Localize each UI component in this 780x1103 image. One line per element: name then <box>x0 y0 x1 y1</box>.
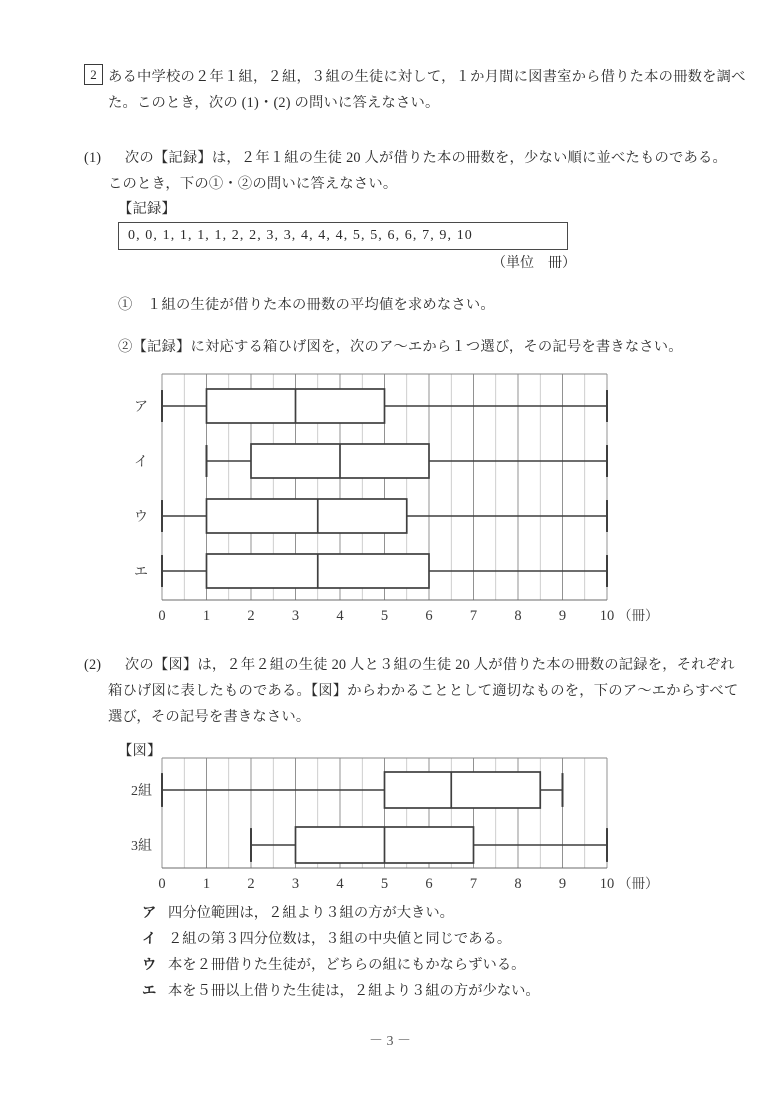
x-tick-label: 5 <box>380 876 389 892</box>
record-values-box: 0, 0, 1, 1, 1, 1, 2, 2, 3, 3, 4, 4, 4, 5, 5, 6, 6, 7, 9, 10 <box>118 222 568 250</box>
x-tick-label: 2 <box>247 876 255 892</box>
boxplot-row-label: 3組 <box>131 839 152 854</box>
boxplot-row-label: 2組 <box>131 784 152 799</box>
choice-e-text: 本を５冊以上借りた生徒は，２組より３組の方が少ない。 <box>168 983 540 999</box>
question-number-box: 2 <box>84 64 103 85</box>
x-axis-unit-label: （冊） <box>618 876 659 891</box>
choice-u[interactable] <box>142 954 525 974</box>
x-tick-label: 10 <box>599 876 615 892</box>
choice-i-mark: イ <box>142 931 157 947</box>
x-tick-label: 6 <box>425 608 433 624</box>
choice-a-mark: ア <box>142 905 157 921</box>
box-rect <box>207 499 407 533</box>
boxplot-choices-chart <box>120 368 660 626</box>
x-tick-label: 0 <box>158 876 166 892</box>
part2-marker-text: (2) <box>84 657 102 673</box>
choice-e-mark: エ <box>142 983 157 999</box>
boxplot-row-label: ア <box>134 400 148 415</box>
question-intro-line2: た。このとき，次の (1)・(2) の問いに答えなさい。 <box>108 95 440 111</box>
x-tick-label: 4 <box>336 876 344 892</box>
x-tick-label: 8 <box>514 608 522 624</box>
boxplot-figure-chart <box>120 752 660 894</box>
x-tick-label: 7 <box>469 608 478 624</box>
part2-line3: 選び，その記号を書きなさい。 <box>108 709 311 725</box>
x-tick-label: 7 <box>469 876 478 892</box>
x-tick-label: 4 <box>336 608 344 624</box>
part1-sub1: ① １組の生徒が借りた本の冊数の平均値を求めなさい。 <box>118 297 495 313</box>
x-tick-label: 6 <box>425 876 433 892</box>
choice-e[interactable] <box>142 980 540 1000</box>
choice-i-text: ２組の第３四分位数は，３組の中央値と同じである。 <box>168 931 512 947</box>
boxplot-choices-svg <box>120 368 660 626</box>
x-tick-label: 0 <box>158 608 166 624</box>
x-tick-label: 1 <box>202 876 211 892</box>
question-intro-line1: ある中学校の２年１組，２組，３組の生徒に対して，１か月間に図書室から借りた本の冊数を調べ <box>108 69 746 85</box>
choice-a[interactable] <box>142 902 454 922</box>
part2-marker <box>84 652 735 678</box>
part1-sub2: ②【記録】に対応する箱ひげ図を，次のア〜エから１つ選び，その記号を書きなさい。 <box>118 339 683 355</box>
boxplot-series-2 <box>207 444 608 478</box>
x-tick-label: 9 <box>558 876 567 892</box>
box-rect <box>385 772 541 808</box>
part2-line1: 次の【図】は，２年２組の生徒 20 人と３組の生徒 20 人が借りた本の冊数の記録を，それぞれ <box>124 657 735 673</box>
boxplot-row-label: ウ <box>134 510 148 525</box>
boxplot-row-label: イ <box>134 455 148 470</box>
x-tick-label: 9 <box>558 608 567 624</box>
choice-a-text: 四分位範囲は，２組より３組の方が大きい。 <box>168 905 454 921</box>
choice-u-text: 本を２冊借りた生徒が，どちらの組にもかならずいる。 <box>168 957 526 973</box>
x-tick-label: 10 <box>599 608 615 624</box>
record-label: 【記録】 <box>118 201 176 217</box>
x-tick-label: 3 <box>291 608 300 624</box>
part1-line1: 次の【記録】は，２年１組の生徒 20 人が借りた本の冊数を，少ない順に並べたものである。 <box>124 150 727 166</box>
choice-i[interactable] <box>142 928 511 948</box>
x-tick-label: 3 <box>291 876 300 892</box>
page-number: － 3 － <box>369 1034 411 1049</box>
boxplot-series-2 <box>251 827 607 863</box>
part1-marker <box>84 145 727 171</box>
x-axis-unit-label: （冊） <box>618 608 659 623</box>
record-unit-note: （単位 冊） <box>492 256 576 271</box>
part1-line2: このとき，下の①・②の問いに答えなさい。 <box>108 176 398 192</box>
figure-label: 【図】 <box>118 743 162 759</box>
part2-line2: 箱ひげ図に表したものである。【図】からわかることとして適切なものを，下のア〜エからすべて <box>108 683 739 699</box>
part1-marker-text: (1) <box>84 150 102 166</box>
x-tick-label: 5 <box>380 608 389 624</box>
x-tick-label: 8 <box>514 876 522 892</box>
choice-u-mark: ウ <box>142 957 157 973</box>
x-tick-label: 1 <box>202 608 211 624</box>
x-tick-label: 2 <box>247 608 255 624</box>
boxplot-row-label: エ <box>134 565 148 580</box>
boxplot-figure-svg <box>120 752 660 894</box>
